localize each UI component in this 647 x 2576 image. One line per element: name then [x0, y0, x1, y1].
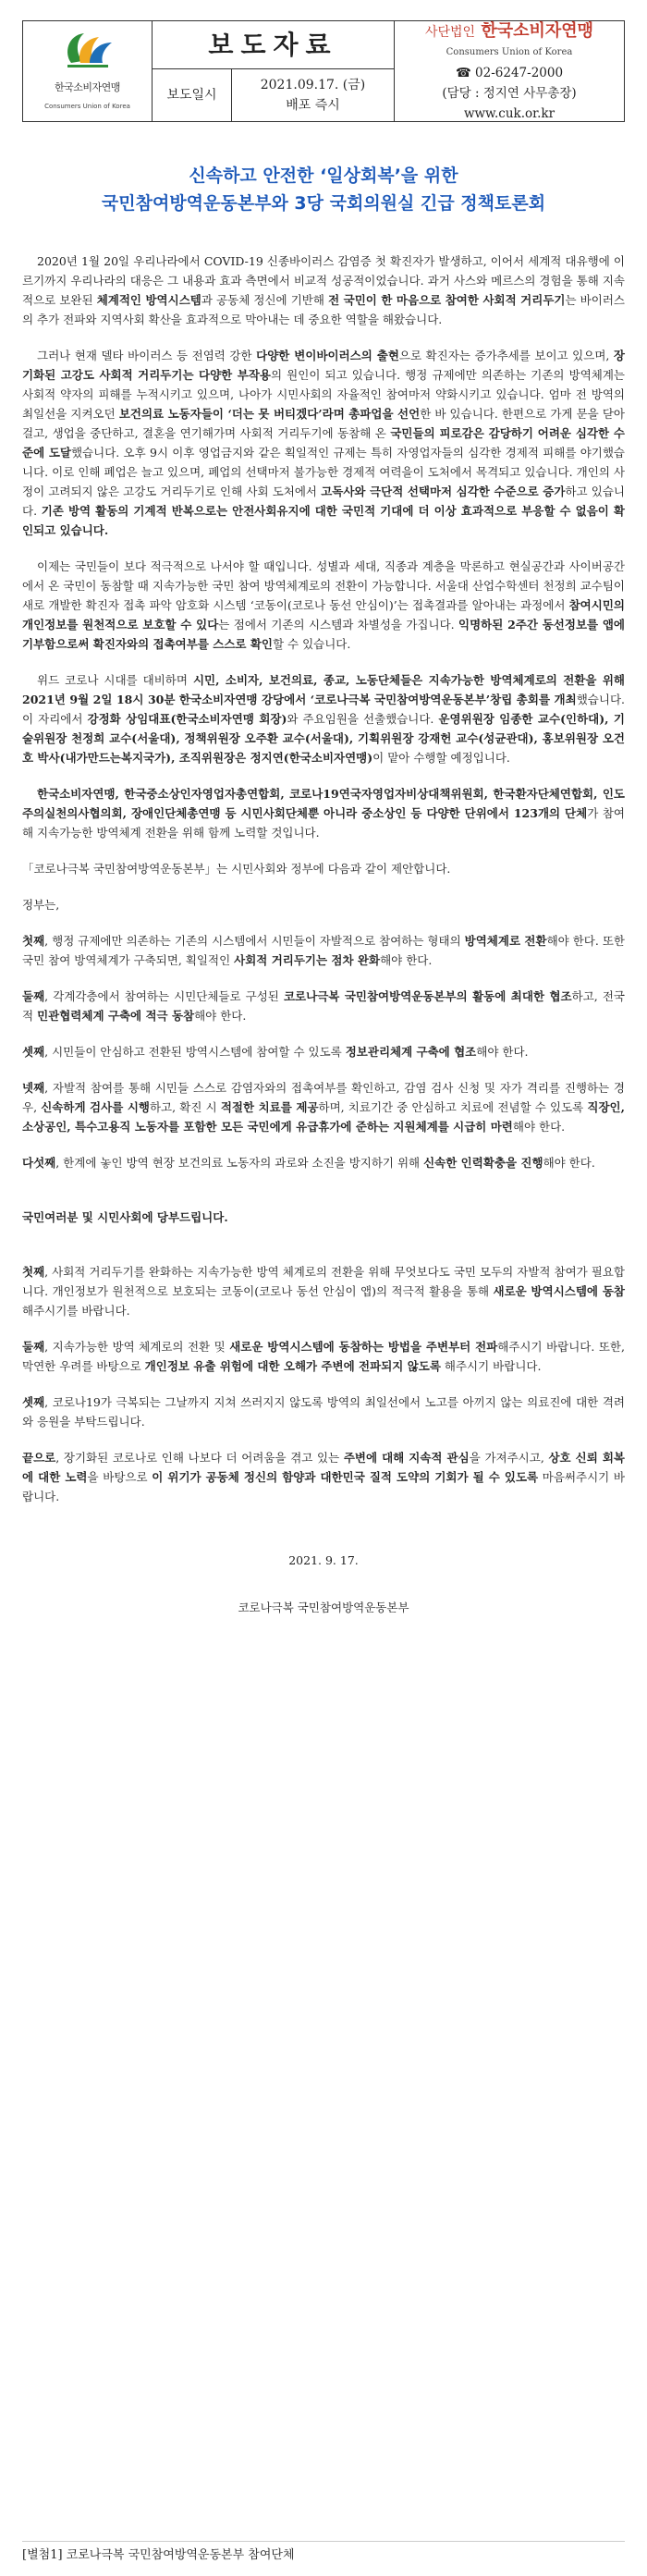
government-proposal-item-run: 해야 한다. — [380, 953, 433, 967]
government-proposal-item-run: 넷째 — [22, 1081, 45, 1095]
body-paragraph-run: 강정화 상임대표(한국소비자연맹 회장) — [87, 712, 287, 726]
government-proposal-item — [22, 931, 625, 970]
citizen-request-item — [22, 1262, 625, 1320]
government-proposal-item — [22, 1078, 625, 1136]
government-proposal-item — [22, 987, 625, 1025]
org-contact-person: (담당 : 정지연 사무총장) — [442, 86, 577, 101]
citizen-request-item-run: 을 바탕으로 — [87, 1470, 153, 1484]
citizen-request-item-run: , 코로나19가 극복되는 그날까지 지쳐 쓰러지지 않도록 방역의 최일선에서 노고를 아끼지 않는 의료진에 대한 격려와 응원을 부탁드립니다. — [22, 1395, 625, 1429]
body-paragraph-run: 과 공동체 정신에 기반해 — [201, 293, 329, 307]
citizen-request-item-run: 개인정보 유출 위험에 대한 오해가 주변에 전파되지 않도록 — [144, 1359, 441, 1373]
press-release-header — [22, 20, 625, 122]
government-proposal-item-run: 셋째 — [22, 1045, 45, 1059]
government-heading: 정부는, — [22, 898, 60, 912]
doc-type-title: 보도자료 — [153, 21, 394, 69]
citizen-request-item-run: 마음써주시기 바랍니다. — [22, 1470, 625, 1503]
government-proposal-item-run: 방역체계로 전환 — [464, 934, 547, 948]
body-paragraph-run: 보건의료 노동자들이 ‘더는 못 버티겠다’라며 총파업을 선언 — [118, 407, 421, 421]
org-phone: ☎ 02-6247-2000 — [455, 66, 564, 80]
government-proposal-item-run: 해야 한다. — [512, 1120, 566, 1134]
government-proposal-item-run: , 각계각층에서 참여하는 시민단체들로 구성된 — [44, 989, 284, 1003]
body-paragraph-run: 했습니다. 이 자리에서 — [22, 693, 625, 726]
org-name-text: 한국소비자연맹 — [481, 21, 594, 41]
citizen-request-item-run: 해주시기 바랍니다. — [440, 1359, 542, 1373]
body-paragraph — [22, 670, 625, 767]
body-paragraph-run: 고독사와 극단적 선택마저 심각한 수준으로 증가 — [321, 485, 566, 498]
body-paragraph-run: 국민들의 피로감은 감당하기 어려운 심각한 수준에 도달 — [22, 426, 626, 460]
org-name — [425, 21, 593, 43]
government-proposal-item-run: 해야 한다. — [194, 1009, 247, 1023]
logo-korean-name: 한국소비자연맹 — [55, 81, 120, 93]
body-paragraph-run: 참여시민의 개인정보를 원천적으로 보호할 수 있다 — [22, 598, 625, 632]
government-proposal-item-run: 하고, 확진 시 — [149, 1100, 221, 1114]
release-note: 배포 즉시 — [286, 98, 340, 113]
government-proposal-item-run: 민관협력체계 구축에 적극 동참 — [37, 1009, 195, 1023]
government-proposals — [22, 931, 625, 1172]
proposal-intro: 「코로나극복 국민참여방역운동본부」는 시민사회와 정부에 다음과 같이 제안합니다. — [22, 862, 451, 876]
org-logo — [23, 21, 153, 121]
body-paragraph — [22, 346, 625, 540]
citizen-request-item-run: 끝으로 — [22, 1451, 56, 1465]
government-proposal-item-run: 코로나극복 국민참여방역운동본부의 활동에 최대한 협조 — [283, 989, 572, 1003]
body-paragraph-run: 2020년 1월 20일 우리나라에서 COVID-19 신종바이러스 감염증 첫 확진자가 발생하고, 이어서 세계적 대유행에 이르기까지 우리나라의 대응은 그 내용과 효과 측면에서 비교적 성공적이었습니다. 과거 사스와 메르스의 경험을 통해 지속적으로 보완된 — [22, 254, 625, 307]
government-proposal-item-run: 사회적 거리두기는 점차 완화 — [234, 953, 381, 967]
body-paragraph-run: 다양한 변이바이러스의 출현 — [256, 349, 399, 362]
citizen-request-item-run: 새로운 방역시스템에 동참하는 방법을 주변부터 전파 — [229, 1340, 498, 1354]
government-proposal-item-run: 정보관리체계 구축에 협조 — [345, 1045, 477, 1059]
government-proposal-item-run: 직장인, 소상공인, 특수고용직 노동자를 포함한 모든 국민에게 유급휴가에 준하는 지원체계를 시급히 마련 — [22, 1100, 625, 1134]
body-paragraph-run: 의 원인이 되고 있습니다. 행정 규제에만 의존하는 기존의 방역체계는 사회적 약자의 피해를 누적시키고 있으며, 나아가 시민사회의 자율적인 참여마저 약화시키고 있습니다. 엄마 전 방역의 최일선을 지켜오던 — [22, 368, 625, 421]
government-proposal-item-run: 둘째 — [22, 989, 45, 1003]
body-paragraph-run: 운영위원장 임종한 교수(인하대), 기술위원장 천정희 교수(서울대), 정책위원장 오주환 교수(서울대), 기획위원장 강재헌 교수(성균관대), 홍보위원장 오건호 박사(내가만드는복지국가), 조직위원장은 정지연(한국소비자연맹) — [22, 712, 626, 765]
citizen-request-item-run: 이 위기가 공동체 정신의 함양과 대한민국 질적 도약의 기회가 될 수 있도록 — [152, 1470, 539, 1484]
government-proposal-item-run: , 행정 규제에만 의존하는 기존의 시스템에서 시민들이 자발적으로 참여하는 형태의 — [44, 934, 465, 948]
citizen-request-item — [22, 1337, 625, 1376]
government-proposal-item-run: , 자발적 참여를 통해 시민들 스스로 감염자와의 접촉여부를 확인하고, 감염 검사 신청 및 자가 격리를 진행하는 경우, — [22, 1081, 625, 1114]
government-proposal-item-run: 하며, 치료기간 중 안심하고 치료에 전념할 수 있도록 — [318, 1100, 588, 1114]
body-paragraph-run: 기존 방역 활동의 기계적 반복으로는 안전사회유지에 대한 국민적 기대에 더 이상 효과적으로 부응할 수 없음이 확인되고 있습니다. — [22, 504, 625, 537]
citizen-request-item-run: 해주시기 바랍니다. 또한, 막연한 우려를 바탕으로 — [22, 1340, 625, 1373]
body-paragraph-run: 는 점에서 기존의 시스템과 차별성을 가집니다. — [218, 618, 459, 632]
body-paragraph-run: 한국소비자연맹, 한국중소상인자영업자총연합회, 코로나19연국자영업자비상대책위원회, 한국환자단체연합회, 인도주의실천의사협의회, 장애인단체총연맹 등 시민사회단체뿐 아니라 중소상인 등 다양한 단위에서 123개의 단체 — [22, 787, 625, 820]
citizen-request-item-run: , 지속가능한 방역 체계로의 전환 및 — [44, 1340, 230, 1354]
citizen-heading: 국민여러분 및 시민사회에 당부드립니다. — [22, 1210, 228, 1224]
body-paragraph-run: 위드 코로나 시대를 대비하며 — [37, 673, 193, 687]
citizen-request-item-run: , 사회적 거리두기를 완화하는 지속가능한 방역 체계로의 전환을 위해 무엇보다도 국민 모두의 자발적 참여가 필요합니다. 개인정보가 원천적으로 보호되는 코동이(코로나 동선 안심이 앱)의 적극적 활용을 통해 — [22, 1265, 625, 1298]
government-proposal-item-run: 해야 한다. — [543, 1156, 595, 1170]
government-proposal-item-run: 신속하게 검사를 시행 — [41, 1100, 150, 1114]
citizen-request-item-run: 둘째 — [22, 1340, 45, 1354]
headline-line-2: 국민참여방역운동본부와 3당 국회의원실 긴급 정책토론회 — [101, 193, 546, 214]
body-paragraph-run: 익명하된 2주간 동선정보를 앱에 기부함으로써 확진자와의 접촉여부를 스스로 확인 — [22, 618, 626, 651]
citizen-request-item — [22, 1448, 625, 1506]
government-proposal-item-run: , 시민들이 안심하고 전환된 방역시스템에 참여할 수 있도록 — [44, 1045, 346, 1059]
body-paragraph-run: 시민, 소비자, 보건의료, 종교, 노동단체들은 지속가능한 방역체계로의 전환을 위해 2021년 9월 2일 18시 30분 한국소비자연맹 강당에서 ‘코로나극복 국민참여방역운동본부’창립 총회를 개최 — [22, 673, 626, 706]
org-contact-block — [395, 21, 624, 121]
body-paragraph-run: 할 수 있습니다. — [272, 637, 351, 651]
citizen-request-item-run: 상호 신뢰 회복에 대한 노력 — [22, 1451, 625, 1484]
government-proposal-item — [22, 1042, 625, 1061]
government-proposal-item-run: , 한계에 놓인 방역 현장 보건의료 노동자의 과로와 소진을 방지하기 위해 — [55, 1156, 424, 1170]
intro-paragraphs — [22, 251, 625, 842]
body-paragraph-run: 그러나 현재 델타 바이러스 등 전염력 강한 — [37, 349, 257, 362]
body-paragraph-run: 는 바이러스의 추가 전파와 지역사회 확산을 효과적으로 막아내는 데 중요한 역할을 해왔습니다. — [22, 293, 625, 326]
government-proposal-item-run: 적절한 치료를 제공 — [220, 1100, 319, 1114]
date-label: 보도일시 — [153, 69, 232, 121]
body-paragraph-run: 이제는 국민들이 보다 적극적으로 나서야 할 때입니다. 성별과 세대, 직종과 계층을 막론하고 현실공간과 사이버공간에서 온 국민이 동참할 때 지속가능한 국민 참여 방역체계로의 전환이 가능합니다. 서울대 산업수학센터 천정희 교수팀이 새로 개발한 확진자 접촉 파악 암호화 시스템 ‘코동이(코로나 동선 안심이)’는 접촉결과를 알아내는 과정에서 — [22, 559, 625, 612]
citizen-requests — [22, 1262, 625, 1506]
citizen-request-item-run: 을 가져주시고, — [469, 1451, 549, 1465]
government-proposal-item-run: 신속한 인력확충을 진행 — [423, 1156, 543, 1170]
citizen-request-item-run: , 장기화된 코로나로 인해 나보다 더 어려움을 겪고 있는 — [55, 1451, 344, 1465]
body-paragraph — [22, 557, 625, 654]
citizen-request-item-run: 해주시기를 바랍니다. — [22, 1304, 130, 1318]
government-proposal-item-run: 첫째 — [22, 934, 45, 948]
org-prefix: 사단법인 — [424, 25, 476, 40]
body-paragraph-run: 장기화된 고강도 사회적 거리두기는 다양한 부작용 — [22, 349, 625, 382]
body-paragraph-run: 한 바 있습니다. 한편으로 가게 문을 닫아걸고, 생업을 중단하고, 결혼을 연기해가며 사회적 거리두기에 동참해 온 — [22, 407, 625, 440]
government-proposal-item-run: 해야 한다. — [476, 1045, 529, 1059]
org-website[interactable]: www.cuk.or.kr — [463, 106, 555, 121]
body-paragraph-run: 와 주요임원을 선출했습니다. — [287, 712, 439, 726]
body-paragraph-run: 체계적인 방역시스템 — [96, 293, 201, 307]
government-proposal-item-run: 하고, 전국적 — [22, 989, 625, 1023]
government-proposal-item-run: 해야 한다. 또한 국민 참여 방역체계가 구축되면, 획일적인 — [22, 934, 625, 967]
citizen-request-item-run: 새로운 방역시스템에 동참 — [493, 1284, 625, 1298]
body-paragraph-run: 전 국민이 한 마음으로 참여한 사회적 거리두기 — [328, 293, 566, 307]
cuk-logo-icon — [58, 26, 117, 74]
body-paragraph-run: 이 맡아 수행할 예정입니다. — [372, 751, 510, 765]
citizen-request-item-run: 주변에 대해 지속적 관심 — [343, 1451, 470, 1465]
logo-english-name: Consumers Union of Korea — [44, 103, 130, 110]
headline-line-1: 신속하고 안전한 ‘일상회복’을 위한 — [189, 166, 458, 186]
body-paragraph-run: 가 참여해 지속가능한 방역체계 전환을 위해 함께 노력할 것입니다. — [22, 806, 625, 840]
closing-date: 2021. 9. 17. — [288, 1553, 359, 1567]
body-paragraph — [22, 784, 625, 842]
citizen-request-item-run: 셋째 — [22, 1395, 45, 1409]
body-paragraph-run: 하고 있습니다. — [22, 485, 626, 518]
press-release-body — [22, 251, 625, 1617]
citizen-request-item — [22, 1392, 625, 1431]
body-paragraph-run: 으로 확진자는 증가추세를 보이고 있으며, — [398, 349, 614, 362]
government-proposal-item — [22, 1153, 625, 1172]
body-paragraph-run: 했습니다. 오후 9시 이후 영업금지와 같은 획일적인 규제는 특히 자영업자들의 심각한 경제적 피해를 야기했습니다. 이로 인해 폐업은 늘고 있으며, 폐업의 선택마저 불가능한 경제적 여력을이 도처에서 목격되고 있습니다. 개인의 사정이 고려되지 않은 고강도 거리두기로 인해 사회 도처에서 — [22, 446, 626, 498]
org-english-name: Consumers Union of Korea — [446, 47, 573, 57]
date-value: 2021.09.17. (금) — [260, 78, 366, 92]
body-paragraph — [22, 251, 625, 329]
closing-organization: 코로나극복 국민참여방역운동본부 — [238, 1601, 409, 1614]
attachment-note: [별첨1] 코로나극복 국민참여방역운동본부 참여단체 — [22, 2541, 625, 2565]
government-proposal-item-run: 다섯째 — [22, 1156, 56, 1170]
citizen-request-item-run: 첫째 — [22, 1265, 45, 1279]
